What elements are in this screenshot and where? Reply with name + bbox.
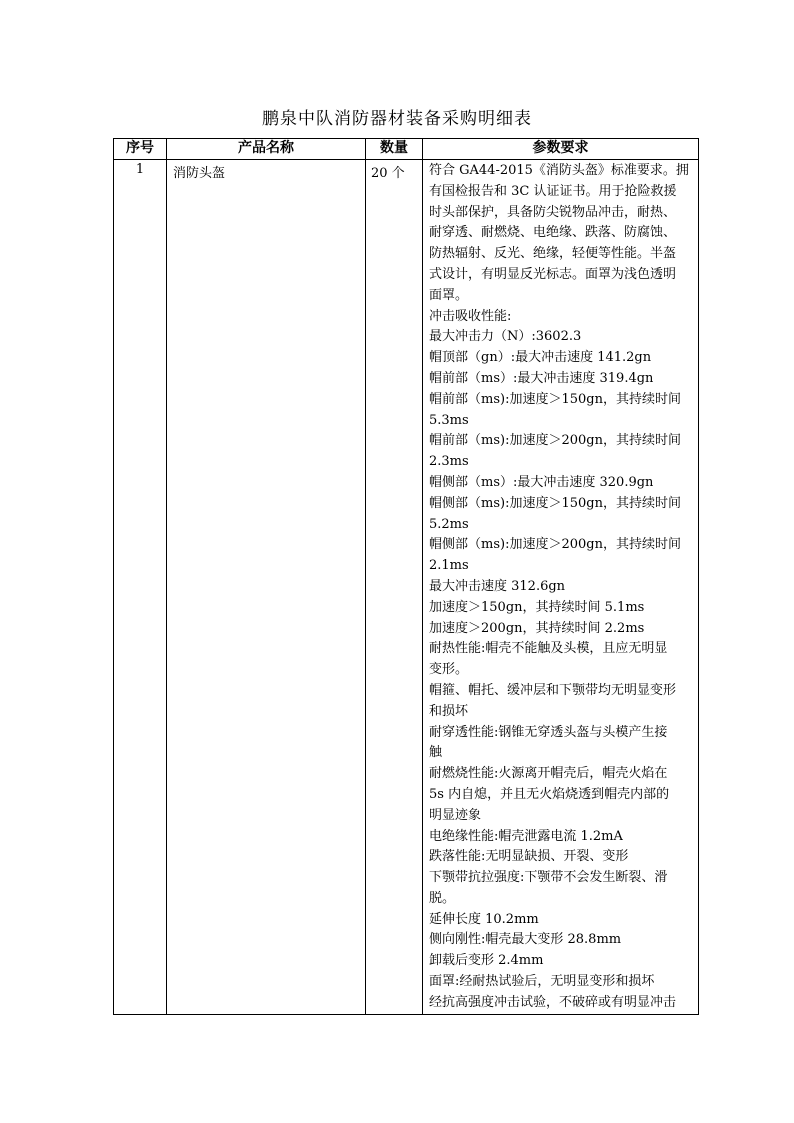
requirement-line: 帽侧部（ms):加速度＞200gn，其持续时间: [429, 537, 681, 553]
requirement-line: 冲击吸收性能:: [429, 308, 512, 324]
header-quantity: 数量: [366, 139, 423, 160]
requirement-line: 延伸长度 10.2mm: [429, 911, 539, 927]
requirement-line: 防热辐射、反光、绝缘，轻便等性能。半盔: [429, 246, 677, 262]
requirement-line: 符合 GA44-2015《消防头盔》标准要求。拥: [429, 163, 689, 178]
requirement-line: 加速度＞200gn，其持续时间 2.2ms: [429, 620, 645, 636]
requirement-line: 耐热性能:帽壳不能触及头模，且应无明显: [429, 641, 668, 657]
requirement-line: 触: [429, 745, 443, 761]
requirement-line: 2.3ms: [429, 454, 469, 470]
requirement-line: 5s 内自熄，并且无火焰烧透到帽壳内部的: [429, 786, 670, 802]
requirement-line: 帽侧部（ms）:最大冲击速度 320.9gn: [429, 474, 654, 490]
table-row: [114, 160, 699, 1015]
requirement-line: 5.2ms: [429, 516, 469, 532]
table-header-row: [114, 139, 699, 160]
requirement-line: 耐穿透、耐燃烧、电绝缘、跌落、防腐蚀、: [429, 225, 677, 241]
requirement-line: 帽前部（ms):加速度＞150gn，其持续时间: [429, 391, 681, 407]
requirement-line: 卸载后变形 2.4mm: [429, 953, 544, 969]
requirement-line: 经抗高强度冲击试验，不破碎或有明显冲击: [429, 994, 677, 1010]
requirement-line: 帽箍、帽托、缓冲层和下颚带均无明显变形: [429, 682, 677, 698]
requirement-line: 跌落性能:无明显缺损、开裂、变形: [429, 849, 629, 865]
requirement-line: 最大冲击速度 312.6gn: [429, 578, 566, 594]
requirement-line: 脱。: [429, 890, 456, 906]
requirement-line: 耐穿透性能:钢锥无穿透头盔与头模产生接: [429, 724, 668, 740]
requirement-line: 式设计，有明显反光标志。面罩为浅色透明: [429, 266, 677, 282]
requirement-line: 下颚带抗拉强度:下颚带不会发生断裂、滑: [429, 870, 668, 886]
header-product-name: 产品名称: [167, 139, 366, 160]
procurement-table: [113, 138, 699, 1015]
requirement-line: 变形。: [429, 662, 469, 678]
requirement-line: 2.1ms: [429, 558, 469, 574]
requirement-line: 和损坏: [429, 703, 469, 719]
requirement-line: 侧向刚性:帽壳最大变形 28.8mm: [429, 932, 622, 948]
requirement-line: 面罩。: [429, 287, 469, 303]
requirement-line: 明显迹象: [429, 807, 482, 823]
requirement-line: 时头部保护，具备防尖锐物品冲击，耐热、: [429, 204, 677, 220]
requirement-line: 电绝缘性能:帽壳泄露电流 1.2mA: [429, 828, 623, 844]
requirement-line: 帽顶部（gn）:最大冲击速度 141.2gn: [429, 350, 652, 366]
page-title: 鹏泉中队消防器材装备采购明细表: [262, 109, 532, 129]
requirement-line: 耐燃烧性能:火源离开帽壳后，帽壳火焰在: [429, 766, 668, 782]
header-requirements: 参数要求: [423, 139, 699, 160]
requirement-line: 加速度＞150gn，其持续时间 5.1ms: [429, 599, 645, 615]
row-quantity: 20 个: [366, 160, 423, 1015]
requirement-line: 帽前部（ms):加速度＞200gn，其持续时间: [429, 433, 681, 449]
header-index: 序号: [114, 139, 167, 160]
row-requirements: [423, 160, 699, 1015]
requirement-line: 有国检报告和 3C 认证证书。用于抢险救援: [429, 183, 677, 199]
row-product-name: 消防头盔: [167, 160, 366, 1015]
requirement-line: 5.3ms: [429, 412, 469, 428]
requirement-line: 最大冲击力（N）:3602.3: [429, 329, 582, 345]
requirement-line: 帽前部（ms）:最大冲击速度 319.4gn: [429, 370, 654, 386]
requirement-line: 帽侧部（ms):加速度＞150gn，其持续时间: [429, 495, 681, 511]
requirement-line: 面罩:经耐热试验后，无明显变形和损坏: [429, 974, 655, 990]
row-index: 1: [114, 160, 167, 1015]
